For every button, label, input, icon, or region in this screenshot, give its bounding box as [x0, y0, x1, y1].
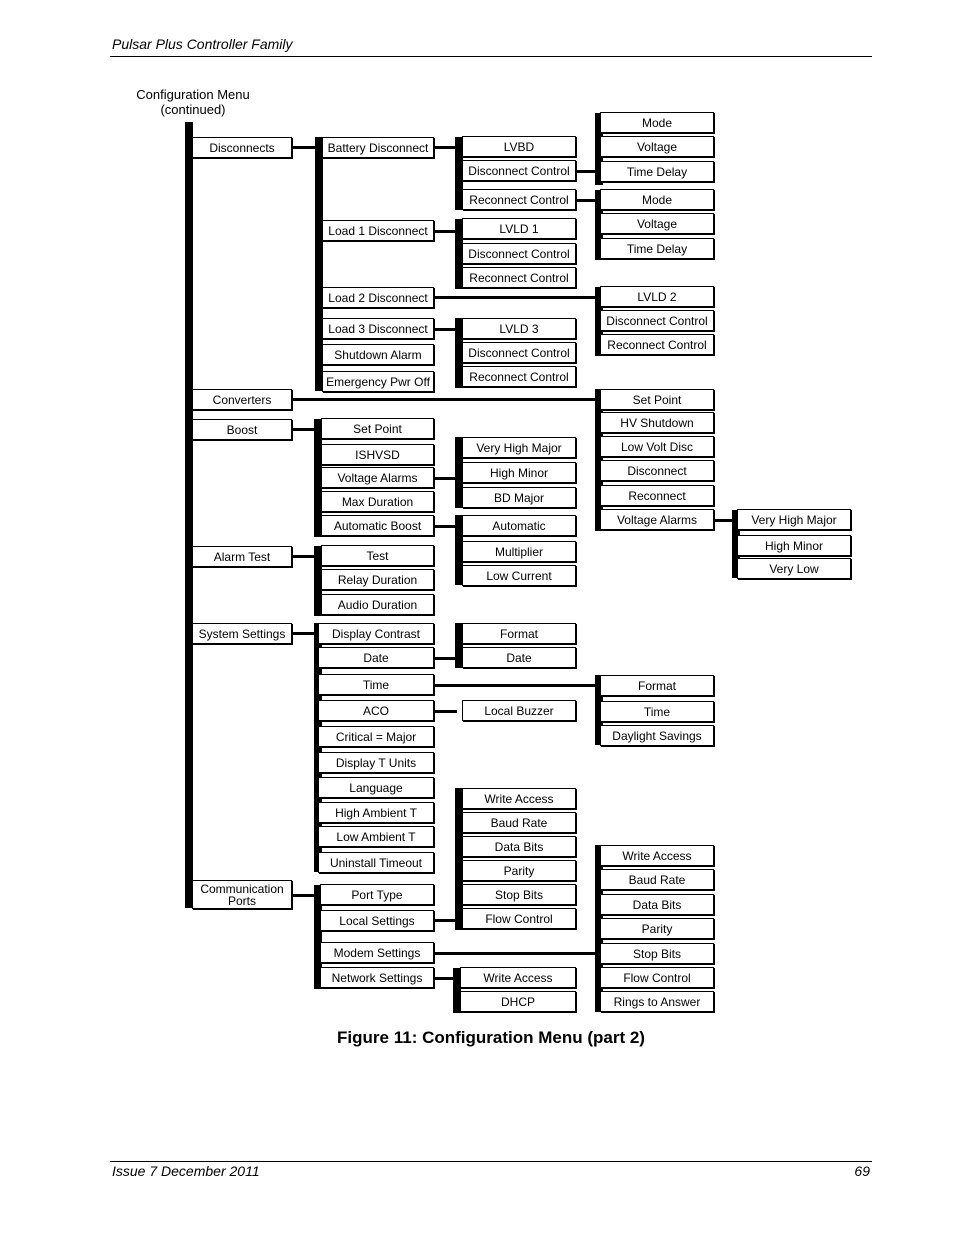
connector	[714, 519, 734, 522]
node-display-contrast: Display Contrast	[318, 623, 434, 644]
node-l1-reconnect-control: Reconnect Control	[462, 267, 576, 288]
node-bd-rc-voltage: Voltage	[600, 213, 714, 234]
node-network-settings: Network Settings	[320, 967, 434, 988]
node-ms-rings-to-answer: Rings to Answer	[600, 991, 714, 1012]
node-ns-dhcp: DHCP	[460, 991, 576, 1012]
node-display-t-units: Display T Units	[318, 752, 434, 773]
node-battery-disconnect: Battery Disconnect	[322, 137, 434, 158]
connector	[433, 525, 457, 528]
node-relay-duration: Relay Duration	[321, 569, 434, 590]
node-ls-flow-control: Flow Control	[462, 908, 576, 929]
node-daylight-savings: Daylight Savings	[600, 725, 714, 746]
node-l3-disconnect-control: Disconnect Control	[462, 342, 576, 363]
node-load1-disconnect: Load 1 Disconnect	[322, 220, 434, 241]
node-ls-write-access: Write Access	[462, 788, 576, 809]
node-conv-low-volt-disc: Low Volt Disc	[600, 436, 714, 457]
node-audio-duration: Audio Duration	[321, 594, 434, 615]
node-conv-very-low: Very Low	[737, 558, 851, 579]
connector	[433, 684, 598, 687]
node-max-duration: Max Duration	[321, 491, 434, 512]
node-time: Time	[318, 674, 434, 695]
node-automatic: Automatic	[462, 515, 576, 536]
connector	[575, 170, 597, 173]
node-bd-dc-time-delay: Time Delay	[600, 161, 714, 182]
diagram-title-line2: (continued)	[160, 102, 226, 117]
node-conv-set-point: Set Point	[600, 389, 714, 410]
node-date-format: Format	[462, 623, 576, 644]
node-lvld1: LVLD 1	[462, 218, 576, 239]
node-aco: ACO	[318, 700, 434, 721]
node-ns-write-access: Write Access	[460, 967, 576, 988]
node-critical-major: Critical = Major	[318, 726, 434, 747]
node-modem-settings: Modem Settings	[320, 942, 434, 963]
diagram-title-line1: Configuration Menu	[136, 87, 250, 102]
node-local-buzzer: Local Buzzer	[462, 700, 576, 721]
node-bd-disconnect-control: Disconnect Control	[462, 160, 576, 181]
node-bd-dc-voltage: Voltage	[600, 136, 714, 157]
node-local-settings: Local Settings	[320, 910, 434, 931]
diagram-title	[120, 87, 266, 117]
node-conv-voltage-alarms: Voltage Alarms	[600, 509, 714, 530]
node-bd-rc-time-delay: Time Delay	[600, 238, 714, 259]
node-l1-disconnect-control: Disconnect Control	[462, 243, 576, 264]
connector	[433, 296, 598, 299]
node-ls-data-bits: Data Bits	[462, 836, 576, 857]
page-number: 69	[854, 1163, 870, 1179]
node-lvld2: LVLD 2	[600, 286, 714, 307]
node-time-time: Time	[600, 701, 714, 722]
node-bd-major: BD Major	[462, 487, 576, 508]
node-l2-disconnect-control: Disconnect Control	[600, 310, 714, 331]
node-test: Test	[321, 545, 434, 566]
footer-rule	[110, 1161, 872, 1162]
node-high-ambient-t: High Ambient T	[318, 802, 434, 823]
node-lvld3: LVLD 3	[462, 318, 576, 339]
node-disconnects: Disconnects	[192, 137, 292, 158]
node-bd-rc-mode: Mode	[600, 189, 714, 210]
node-communication-ports-line1: Communication	[200, 881, 284, 896]
node-conv-reconnect: Reconnect	[600, 485, 714, 506]
node-date: Date	[318, 647, 434, 668]
page-header: Pulsar Plus Controller Family	[112, 36, 293, 52]
node-ms-stop-bits: Stop Bits	[600, 943, 714, 964]
connector	[291, 428, 316, 431]
node-bd-dc-mode: Mode	[600, 112, 714, 133]
node-emergency-pwr-off: Emergency Pwr Off	[322, 371, 434, 392]
connector	[291, 632, 316, 635]
connector	[433, 977, 455, 980]
connector	[291, 146, 315, 149]
connector	[185, 122, 193, 908]
node-boost: Boost	[192, 419, 292, 440]
node-l3-reconnect-control: Reconnect Control	[462, 366, 576, 387]
node-alarm-test: Alarm Test	[192, 546, 292, 567]
node-ms-write-access: Write Access	[600, 845, 714, 866]
node-ms-flow-control: Flow Control	[600, 967, 714, 988]
connector	[575, 199, 597, 202]
footer-issue: Issue 7 December 2011	[112, 1163, 260, 1179]
node-system-settings: System Settings	[192, 623, 292, 644]
node-converters: Converters	[192, 389, 292, 410]
node-conv-high-minor: High Minor	[737, 535, 851, 556]
node-automatic-boost: Automatic Boost	[321, 515, 434, 536]
node-ms-data-bits: Data Bits	[600, 894, 714, 915]
node-low-ambient-t: Low Ambient T	[318, 826, 434, 847]
connector	[433, 919, 457, 922]
connector	[433, 328, 457, 331]
node-low-current: Low Current	[462, 565, 576, 586]
node-port-type: Port Type	[320, 884, 434, 905]
node-ls-parity: Parity	[462, 860, 576, 881]
connector	[433, 477, 457, 480]
connector	[433, 146, 457, 149]
connector	[433, 230, 457, 233]
header-rule	[110, 56, 872, 57]
node-ls-baud-rate: Baud Rate	[462, 812, 576, 833]
node-conv-disconnect: Disconnect	[600, 460, 714, 481]
node-shutdown-alarm: Shutdown Alarm	[322, 344, 434, 365]
node-ms-baud-rate: Baud Rate	[600, 869, 714, 890]
node-ls-stop-bits: Stop Bits	[462, 884, 576, 905]
node-bd-reconnect-control: Reconnect Control	[462, 189, 576, 210]
connector	[433, 952, 598, 955]
connector	[291, 894, 316, 897]
node-communication-ports-line2: Ports	[227, 893, 256, 908]
node-ishvsd: ISHVSD	[321, 444, 434, 465]
node-conv-hv-shutdown: HV Shutdown	[600, 412, 714, 433]
node-ms-parity: Parity	[600, 918, 714, 939]
node-date-date: Date	[462, 647, 576, 668]
node-communication-ports	[192, 880, 292, 909]
node-boost-high-minor: High Minor	[462, 462, 576, 483]
node-language: Language	[318, 777, 434, 798]
node-boost-very-high-major: Very High Major	[462, 437, 576, 458]
node-multiplier: Multiplier	[462, 541, 576, 562]
connector	[433, 657, 457, 660]
figure-caption: Figure 11: Configuration Menu (part 2)	[337, 1028, 645, 1047]
node-load3-disconnect: Load 3 Disconnect	[322, 318, 434, 339]
node-boost-set-point: Set Point	[321, 418, 434, 439]
node-boost-voltage-alarms: Voltage Alarms	[321, 467, 434, 488]
node-time-format: Format	[600, 675, 714, 696]
node-uninstall-timeout: Uninstall Timeout	[318, 852, 434, 873]
node-conv-very-high-major: Very High Major	[737, 509, 851, 530]
node-load2-disconnect: Load 2 Disconnect	[322, 287, 434, 308]
node-lvbd: LVBD	[462, 136, 576, 157]
connector	[433, 710, 457, 713]
node-l2-reconnect-control: Reconnect Control	[600, 334, 714, 355]
connector	[291, 555, 316, 558]
connector	[291, 398, 598, 401]
